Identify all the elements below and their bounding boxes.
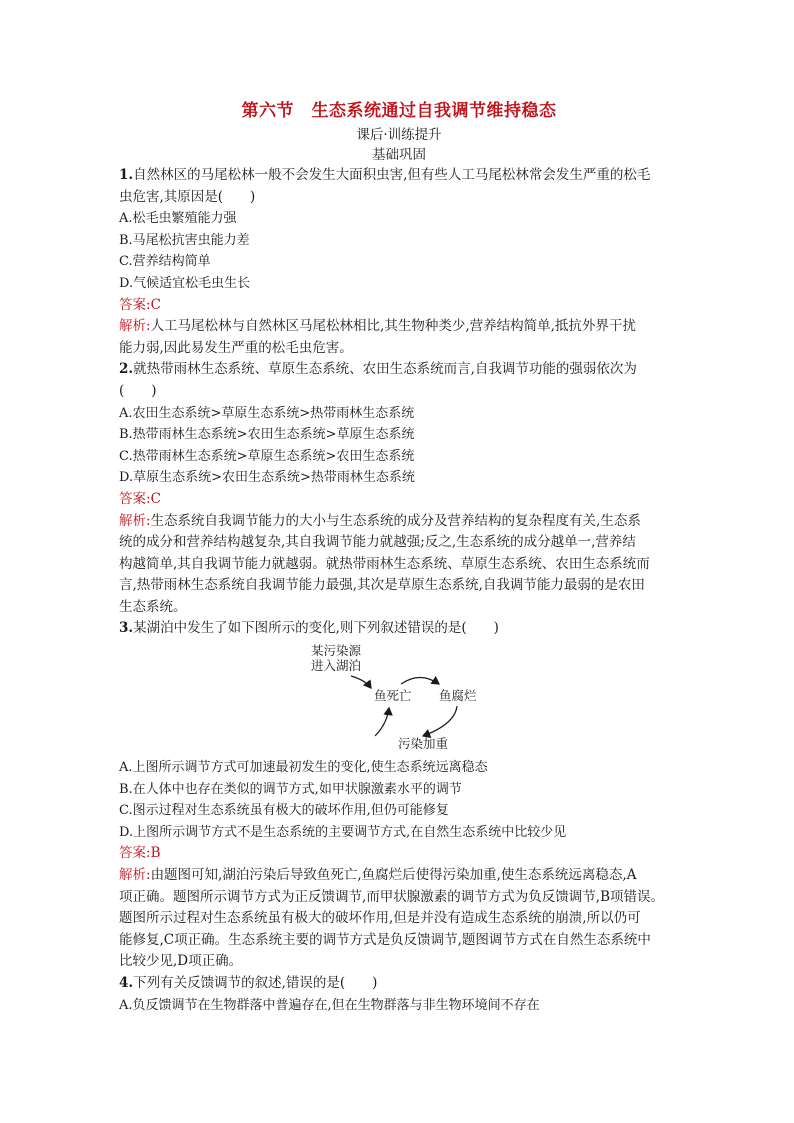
analysis-prefix: 解析:: [119, 867, 151, 884]
q2-analysis-line4: 言,热带雨林生态系统自我调节能力最强,其次是草原生态系统,自我调节能力最弱的是农田: [119, 577, 645, 594]
q2-number: 2.: [119, 361, 134, 378]
q3-analysis-line4: 能修复,C项正确。生态系统主要的调节方式是负反馈调节,题图调节方式在自然生态系统中: [119, 931, 651, 948]
q3-answer: [119, 843, 679, 865]
q1-stem: [119, 165, 679, 187]
node-pollution-worse: 污染加重: [398, 736, 449, 752]
q2-answer: [119, 489, 679, 511]
document-page: [119, 96, 679, 1016]
analysis-prefix: 解析:: [119, 318, 151, 335]
pollution-source-line2: 进入湖泊: [311, 658, 362, 674]
q1-answer: [119, 295, 679, 317]
node-fish-death: 鱼死亡: [374, 688, 412, 704]
q3-analysis-line1: 由题图可知,湖泊污染后导致鱼死亡,鱼腐烂后使得污染加重,使生态系统远离稳态,A: [150, 867, 637, 884]
q1-answer-value: C: [150, 296, 161, 313]
q3-analysis-line2: 项正确。题图所示调节方式为正反馈调节,而甲状腺激素的调节方式为负反馈调节,B项错误。: [119, 888, 665, 905]
q3-option-c: C.图示过程对生态系统虽有极大的破坏作用,但仍可能修复: [119, 803, 449, 819]
page-subtitle: 课后·训练提升: [356, 127, 442, 143]
q1-option-d: D.气候适宜松毛虫生长: [119, 275, 251, 291]
q4-number: 4.: [119, 975, 134, 991]
feedback-cycle-diagram: [119, 640, 679, 757]
pollution-source-line1: 某污染源: [311, 643, 362, 659]
q1-number: 1.: [119, 167, 134, 183]
q1-analysis-line2: 能力弱,因此易发生严重的松毛虫危害。: [119, 339, 353, 356]
q4-stem: [119, 973, 679, 995]
q3-answer-value: B: [150, 845, 161, 862]
source-arrow: [351, 676, 371, 688]
q3-option-d: D.上图所示调节方式不是生态系统的主要调节方式,在自然生态系统中比较少见: [119, 824, 567, 840]
q2-option-c: C.热带雨林生态系统>草原生态系统>农田生态系统: [119, 448, 415, 464]
q3-analysis: [119, 865, 679, 887]
q1-analysis-line1: 人工马尾松林与自然林区马尾松林相比,其生物种类少,营养结构简单,抵抗外界干扰: [150, 318, 636, 335]
answer-prefix: 答案:: [119, 296, 151, 313]
q3-analysis-line3: 题图所示过程对生态系统虽有极大的破坏作用,但是并没有造成生态系统的崩溃,所以仍可: [119, 910, 641, 927]
q1-stem-line2: 虫危害,其原因是( ): [119, 188, 256, 205]
q2-answer-value: C: [150, 490, 161, 507]
q1-option-a: A.松毛虫繁殖能力强: [119, 211, 237, 227]
arrow-death-to-rot: [401, 678, 439, 685]
q2-analysis-line5: 生态系统。: [119, 598, 187, 615]
q2-analysis-line1: 生态系统自我调节能力的大小与生态系统的成分及营养结构的复杂程度有关,生态系: [150, 512, 641, 529]
q3-stem-text: 某湖泊中发生了如下图所示的变化,则下列叙述错误的是( ): [133, 620, 499, 637]
q1-option-b: B.马尾松抗害虫能力差: [119, 232, 250, 248]
q3-option-b: B.在人体中也存在类似的调节方式,如甲状腺激素水平的调节: [119, 781, 462, 797]
q3-stem: [119, 618, 679, 640]
q2-option-d: D.草原生态系统>农田生态系统>热带雨林生态系统: [119, 470, 415, 486]
q4-option-a: A.负反馈调节在生物群落中普遍存在,但在生物群落与非生物环境间不存在: [119, 997, 540, 1013]
answer-prefix: 答案:: [119, 845, 151, 862]
q2-option-a: A.农田生态系统>草原生态系统>热带雨林生态系统: [119, 405, 415, 421]
arrow-pollution-to-death: [375, 708, 389, 736]
q2-analysis-line3: 构越简单,其自我调节能力就越弱。就热带雨林生态系统、草原生态系统、农田生态系统而: [119, 555, 650, 572]
section-heading: 基础巩固: [372, 147, 426, 163]
q3-number: 3.: [119, 620, 134, 637]
q2-analysis-line2: 统的成分和营养结构越复杂,其自我调节能力就越强;反之,生态系统的成分越单一,营养结: [119, 534, 636, 551]
analysis-prefix: 解析:: [119, 512, 151, 529]
q2-option-b: B.热带雨林生态系统>农田生态系统>草原生态系统: [119, 427, 415, 443]
arrow-rot-to-pollution: [423, 706, 457, 736]
q2-stem-line1: 就热带雨林生态系统、草原生态系统、农田生态系统而言,自我调节功能的强弱依次为: [133, 361, 637, 378]
q1-option-c: C.营养结构简单: [119, 254, 211, 270]
q2-analysis: [119, 511, 679, 533]
q3-analysis-line5: 比较少见,D项正确。: [119, 953, 243, 970]
page-title: 第六节 生态系统通过自我调节维持稳态: [241, 101, 557, 121]
q4-stem-text: 下列有关反馈调节的叙述,错误的是( ): [133, 975, 378, 991]
answer-prefix: 答案:: [119, 490, 151, 507]
q2-stem: [119, 359, 679, 381]
q1-analysis: [119, 316, 679, 338]
q1-stem-line1: 自然林区的马尾松林一般不会发生大面积虫害,但有些人工马尾松林常会发生严重的松毛: [133, 167, 651, 183]
q2-stem-line2: ( ): [119, 382, 157, 399]
node-fish-rot: 鱼腐烂: [439, 688, 477, 704]
q3-option-a: A.上图所示调节方式可加速最初发生的变化,使生态系统远离稳态: [119, 760, 488, 776]
